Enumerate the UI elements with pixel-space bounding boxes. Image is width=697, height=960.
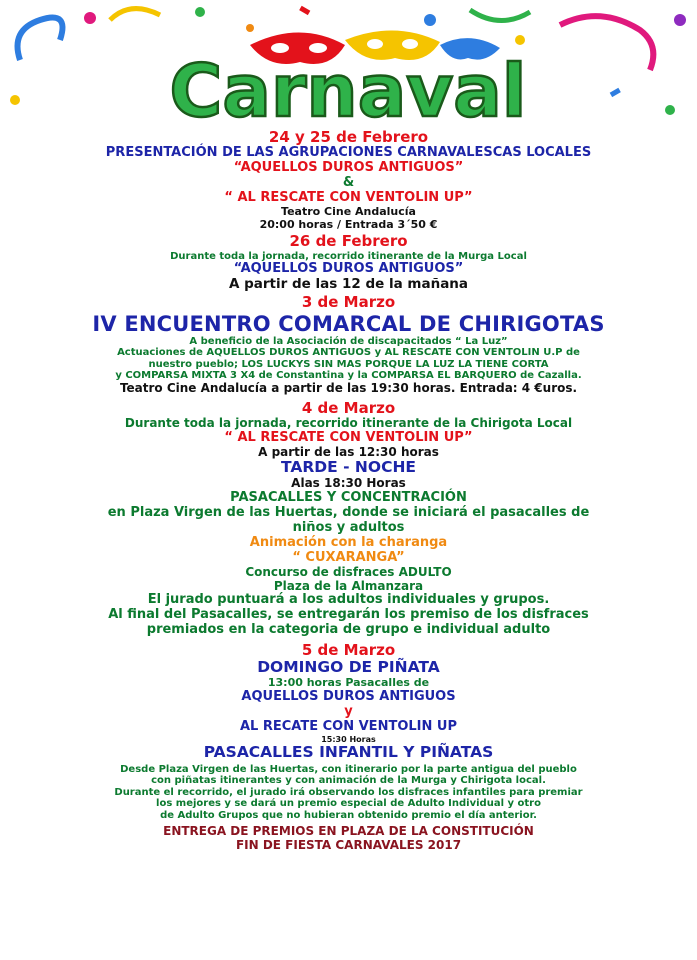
event-description: premiados en la categoria de grupo e individual adulto [146, 622, 551, 638]
event-title: PASACALLES Y CONCENTRACIÓN [230, 490, 467, 506]
venue-time-price: Teatro Cine Andalucía a partir de las 19:30 horas. Entrada: 4 €uros. [119, 380, 578, 395]
section-title: DOMINGO DE PIÑATA [257, 658, 440, 677]
banner-title: Carnaval [169, 49, 527, 128]
event-description: Desde Plaza Virgen de las Huertas, con itinerario por la parte antigua del pueblo [120, 763, 577, 775]
section-title: PASACALLES INFANTIL Y PIÑATAS [203, 742, 494, 761]
group-name: “ AL RESCATE CON VENTOLIN UP” [224, 429, 473, 445]
venue: Plaza de la Almanzara [273, 578, 424, 593]
date-heading: 3 de Marzo [301, 293, 396, 312]
closing-line: ENTREGA DE PREMIOS EN PLAZA DE LA CONSTITUCIÓN [163, 824, 534, 839]
conjunction: y [344, 703, 353, 719]
event-description: de Adulto Grupos que no hubieran obtenido premio el día anterior. [160, 809, 537, 821]
program-content [0, 126, 697, 853]
venue: Teatro Cine Andalucía [281, 205, 416, 218]
event-title-big: IV ENCUENTRO COMARCAL DE CHIRIGOTAS [92, 311, 605, 336]
date-heading: 5 de Marzo [301, 641, 396, 660]
start-time: Alas 18:30 Horas [291, 476, 406, 491]
event-description: Actuaciones de AQUELLOS DUROS ANTIGUOS y AL RESCATE CON VENTOLIN U.P de [117, 347, 580, 359]
event-description: A beneficio de la Asociación de discapacitados “ La Luz” [189, 335, 508, 347]
event-description: Durante toda la jornada, recorrido itinerante de la Chirigota Local [124, 415, 573, 430]
event-description: en Plaza Virgen de las Huertas, donde se iniciará el pasacalles de [107, 505, 590, 520]
section-title: TARDE - NOCHE [280, 458, 417, 477]
band-name: “ CUXARANGA” [292, 549, 405, 565]
group-name: “AQUELLOS DUROS ANTIGUOS” [233, 160, 464, 176]
animation-note: Animación con la charanga [249, 534, 448, 550]
event-description: los mejores y se dará un premio especial de Adulto Individual y otro [156, 798, 541, 810]
event-description: Durante el recorrido, el jurado irá observando los disfraces infantiles para premiar [114, 786, 583, 798]
event-description: niños y adultos [292, 519, 405, 535]
ampersand: & [342, 175, 355, 191]
date-heading: 24 y 25 de Febrero [268, 128, 429, 146]
event-title: PRESENTACIÓN DE LAS AGRUPACIONES CARNAVALESCAS LOCALES [105, 145, 592, 161]
time-price: 20:00 horas / Entrada 3´50 € [259, 217, 438, 231]
start-time: A partir de las 12 de la mañana [228, 275, 469, 292]
start-time: 13:00 horas Pasacalles de [267, 676, 430, 690]
event-description: El jurado puntuará a los adultos individuales y grupos. [147, 592, 550, 608]
event-description: Al final del Pasacalles, se entregarán los premiso de los disfraces [108, 607, 589, 623]
carnaval-banner [0, 0, 697, 128]
event-description: nuestro pueblo; LOS LUCKYS SIN MAS PORQUE LA LUZ LA TIENE CORTA [148, 358, 549, 370]
event-description: y COMPARSA MIXTA 3 X4 de Constantina y la COMPARSA EL BARQUERO de Cazalla. [115, 370, 582, 382]
contest-title: Concurso de disfraces ADULTO [245, 564, 452, 579]
group-name: AL RECATE CON VENTOLIN UP [240, 718, 457, 734]
event-description: con piñatas itinerantes y con animación de la Murga y Chirigota local. [151, 775, 546, 787]
group-name: “AQUELLOS DUROS ANTIGUOS” [233, 261, 464, 277]
date-heading: 4 de Marzo [301, 398, 396, 417]
closing-line: FIN DE FIESTA CARNAVALES 2017 [235, 837, 462, 852]
date-heading: 26 de Febrero [289, 232, 408, 251]
event-description: Durante toda la jornada, recorrido itinerante de la Murga Local [170, 250, 527, 262]
group-name: “ AL RESCATE CON VENTOLIN UP” [224, 190, 473, 206]
group-name: AQUELLOS DUROS ANTIGUOS [241, 688, 456, 704]
start-time: 15:30 Horas [321, 734, 376, 744]
start-time: A partir de las 12:30 horas [258, 444, 439, 459]
